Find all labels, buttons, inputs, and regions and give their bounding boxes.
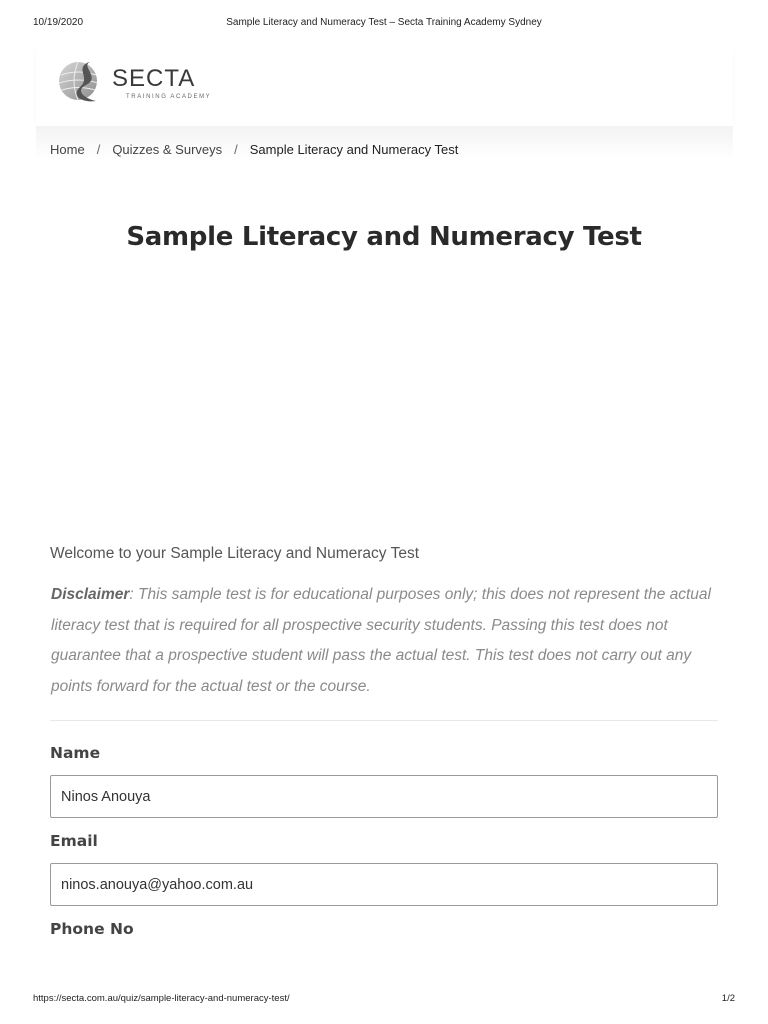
globe-swoosh-icon <box>56 57 112 105</box>
name-label: Name <box>50 744 101 762</box>
breadcrumb-separator: / <box>96 142 101 157</box>
print-title: Sample Literacy and Numeracy Test – Secta Training Academy Sydney <box>226 17 542 28</box>
name-field[interactable] <box>50 775 718 818</box>
quiz-welcome-text: Welcome to your Sample Literacy and Numeracy Test <box>50 545 420 562</box>
print-footer <box>0 993 768 1007</box>
divider <box>50 720 718 721</box>
phone-label: Phone No <box>50 920 134 938</box>
breadcrumb-separator: / <box>234 142 238 157</box>
secta-logo[interactable] <box>56 55 216 107</box>
logo-wordmark: SECTA <box>112 65 196 92</box>
breadcrumb <box>50 142 458 157</box>
page-title: Sample Literacy and Numeracy Test <box>126 222 642 252</box>
breadcrumb-bar <box>36 126 733 174</box>
disclaimer-lead: Disclaimer <box>51 586 130 603</box>
email-field[interactable] <box>50 863 718 906</box>
print-date: 10/19/2020 <box>33 17 84 28</box>
breadcrumb-home-link[interactable]: Home <box>50 142 85 157</box>
disclaimer-text <box>51 580 731 702</box>
breadcrumb-current: Sample Literacy and Numeracy Test <box>249 142 459 157</box>
site-header <box>36 36 733 126</box>
breadcrumb-quizzes-link[interactable]: Quizzes & Surveys <box>112 142 223 157</box>
email-label: Email <box>50 832 98 850</box>
disclaimer-body: : This sample test is for educational purposes only; this does not represent the actual literacy test that is required for all prospective security students. Passing this test does not guarantee that a prospective student will pass the actual test. This test does not carry out any points forward for the actual test or the course. <box>51 586 711 695</box>
print-url: https://secta.com.au/quiz/sample-literacy-and-numeracy-test/ <box>33 993 290 1004</box>
logo-tagline: TRAINING ACADEMY <box>126 94 212 100</box>
print-page-number: 1/2 <box>721 993 735 1004</box>
print-header <box>0 17 768 33</box>
